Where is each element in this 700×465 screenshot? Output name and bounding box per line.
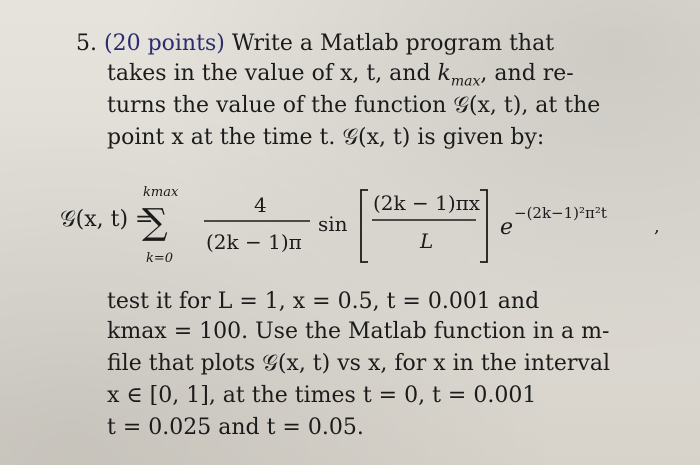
left-bracket (361, 190, 368, 262)
summation-symbol: ∑ (142, 202, 168, 243)
problem-line-3: turns the value of the function 𝒢(x, t), at the (107, 93, 601, 118)
followup-line-5: t = 0.025 and t = 0.05. (107, 415, 364, 440)
problem-line-1 (76, 30, 554, 58)
right-bracket (480, 190, 487, 262)
problem-line-2-tail: , and re- (480, 61, 574, 86)
problem-line-2 (107, 60, 574, 95)
formula-trailing-comma: , (654, 216, 660, 237)
problem-line-1-text: Write a Matlab program that (231, 31, 555, 56)
followup-line-3: file that plots 𝒢(x, t) vs x, for x in the interval (107, 351, 611, 376)
fraction2-denominator: L (420, 229, 434, 253)
sum-upper-limit: kmax (143, 185, 179, 200)
exp-power: −(2k−1)²π²t (514, 204, 607, 222)
followup-line-2: kmax = 100. Use the Matlab function in a m- (107, 319, 610, 344)
problem-points: (20 points) (104, 31, 225, 56)
exp-base: e (500, 215, 514, 240)
sum-lower-limit: k=0 (146, 251, 174, 266)
fraction1-numerator: 4 (254, 193, 267, 217)
formula-lhs: 𝒢(x, t) = (60, 207, 154, 232)
problem-line-2-text: takes in the value of x, t, and (107, 61, 431, 86)
problem-number: 5. (76, 31, 97, 56)
formula-svg (0, 176, 700, 276)
sin-operator: sin (318, 212, 348, 236)
followup-line-4: x ∈ [0, 1], at the times t = 0, t = 0.001 (107, 383, 537, 408)
formula-block (0, 176, 700, 276)
kmax-symbol: $k_{max}$ (437, 61, 481, 90)
fraction2-numerator: (2k − 1)πx (373, 191, 481, 215)
problem-line-4: point x at the time t. 𝒢(x, t) is given by: (107, 125, 545, 150)
followup-line-1: test it for L = 1, x = 0.5, t = 0.001 and (107, 289, 540, 314)
fraction1-denominator: (2k − 1)π (206, 230, 302, 254)
